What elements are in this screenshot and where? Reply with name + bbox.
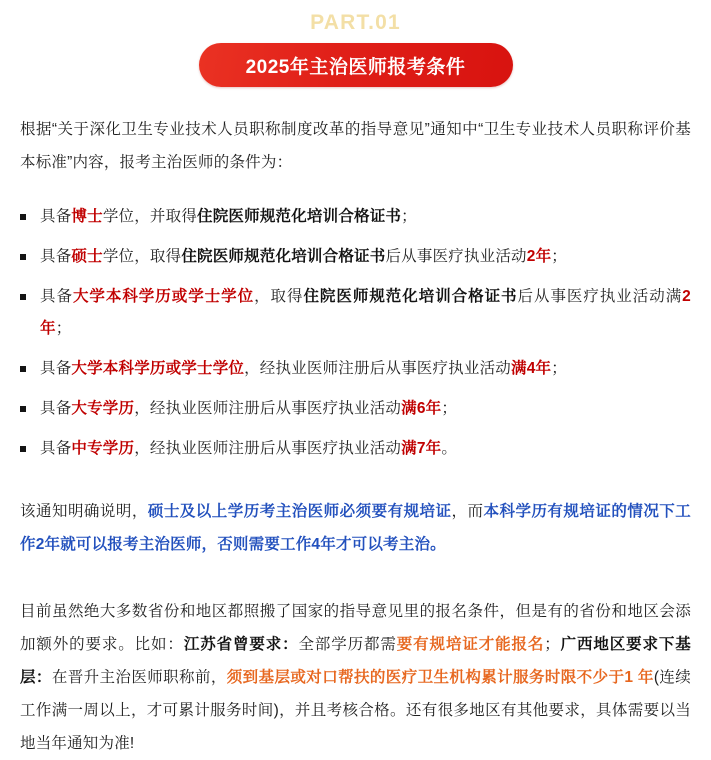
content-area — [0, 113, 711, 760]
text-run: 具备 — [40, 360, 72, 377]
bullet-square-icon — [20, 294, 26, 300]
text-run: 住院医师规范化培训合格证书 — [197, 208, 402, 225]
text-run: 目前虽然绝大多数省份和地区都照搬了国家的指导意见里的报名条件，但是有的省份和地区会添加额外的要求。比如： — [20, 603, 691, 653]
text-run: ； — [401, 208, 417, 225]
text-run: ； — [551, 360, 567, 377]
bullet-square-icon — [20, 406, 26, 412]
bullet-square-icon — [20, 214, 26, 220]
requirements-list — [20, 201, 691, 465]
badge-container — [0, 43, 711, 87]
text-run: 具备 — [40, 248, 72, 265]
text-run: 该通知明确说明， — [20, 503, 148, 520]
list-item — [20, 281, 691, 345]
text-run: 住院医师规范化培训合格证书 — [303, 288, 518, 305]
text-run: 大专学历 — [71, 400, 135, 417]
text-run: 要有规培证才能报名 — [396, 636, 545, 653]
text-run: ，而 — [451, 503, 484, 520]
text-run: 具备 — [40, 288, 73, 305]
text-run: 具备 — [40, 208, 72, 225]
text-run: 。 — [441, 440, 458, 457]
text-run: 具备 — [40, 440, 72, 457]
list-item — [20, 393, 691, 425]
text-run: 本科学历有规培证的情况下工作2年就可以报考主治医师，否则需要工作4年才可以考主治。 — [20, 503, 691, 553]
regional-requirements-paragraph — [20, 595, 691, 760]
list-item — [20, 241, 691, 273]
text-run: 满7年 — [401, 440, 442, 457]
bullet-square-icon — [20, 446, 26, 452]
text-run: ，经执业医师注册后从事医疗执业活动 — [134, 440, 402, 457]
text-run: ，经执业医师注册后从事医疗执业活动 — [134, 400, 402, 417]
text-run: ； — [544, 636, 560, 653]
text-run: ； — [441, 400, 458, 417]
text-run: 广西地区要求下基层： — [20, 636, 691, 686]
text-run: 大学本科学历或学士学位 — [72, 288, 255, 305]
clarification-paragraph — [20, 495, 691, 561]
list-item — [20, 353, 691, 385]
text-run: 硕士 — [71, 248, 103, 265]
text-run: 江苏省曾要求： — [183, 636, 299, 653]
text-run: 学位，并取得 — [102, 208, 198, 225]
text-run: (连续工作满一周以上，才可累计服务时间)，并且考核合格。还有很多地区有其他要求，具体需要以当地当年通知为准! — [20, 669, 691, 752]
text-run: 根据“关于深化卫生专业技术人员职称制度改革的指导意见”通知中“卫生专业技术人员职称评价基本标准”内容，报考主治医师的条件为： — [20, 121, 691, 171]
text-run: 中专学历 — [71, 440, 135, 457]
part-label: PART.01 — [310, 11, 401, 34]
text-run: 住院医师规范化培训合格证书 — [181, 248, 386, 265]
text-run: 2年 — [40, 288, 691, 337]
text-run: ，经执业医师注册后从事医疗执业活动 — [244, 360, 512, 377]
bullet-square-icon — [20, 254, 26, 260]
list-item — [20, 433, 691, 465]
text-run: 全部学历都需 — [298, 636, 397, 653]
text-run: 大学本科学历或学士学位 — [71, 360, 245, 377]
text-run: 满4年 — [511, 360, 552, 377]
page-header — [0, 0, 711, 87]
text-run: ，取得 — [254, 288, 304, 305]
intro-paragraph — [20, 113, 691, 179]
text-run: 具备 — [40, 400, 72, 417]
text-run: 在晋升主治医师职称前， — [51, 669, 227, 686]
section-title-badge: 2025年主治医师报考条件 — [199, 43, 513, 87]
bullet-square-icon — [20, 366, 26, 372]
text-run: 满6年 — [401, 400, 442, 417]
text-run: 2年 — [526, 248, 552, 265]
text-run: ； — [551, 248, 567, 265]
text-run: 硕士及以上学历考主治医师必须要有规培证 — [147, 503, 452, 520]
text-run: 学位，取得 — [102, 248, 182, 265]
text-run: 博士 — [71, 208, 103, 225]
text-run: ； — [55, 320, 72, 337]
text-run: 后从事医疗执业活动满 — [517, 288, 683, 305]
text-run: 后从事医疗执业活动 — [385, 248, 527, 265]
text-run: 须到基层或对口帮扶的医疗卫生机构累计服务时限不少于1 年 — [226, 669, 654, 686]
list-item — [20, 201, 691, 233]
